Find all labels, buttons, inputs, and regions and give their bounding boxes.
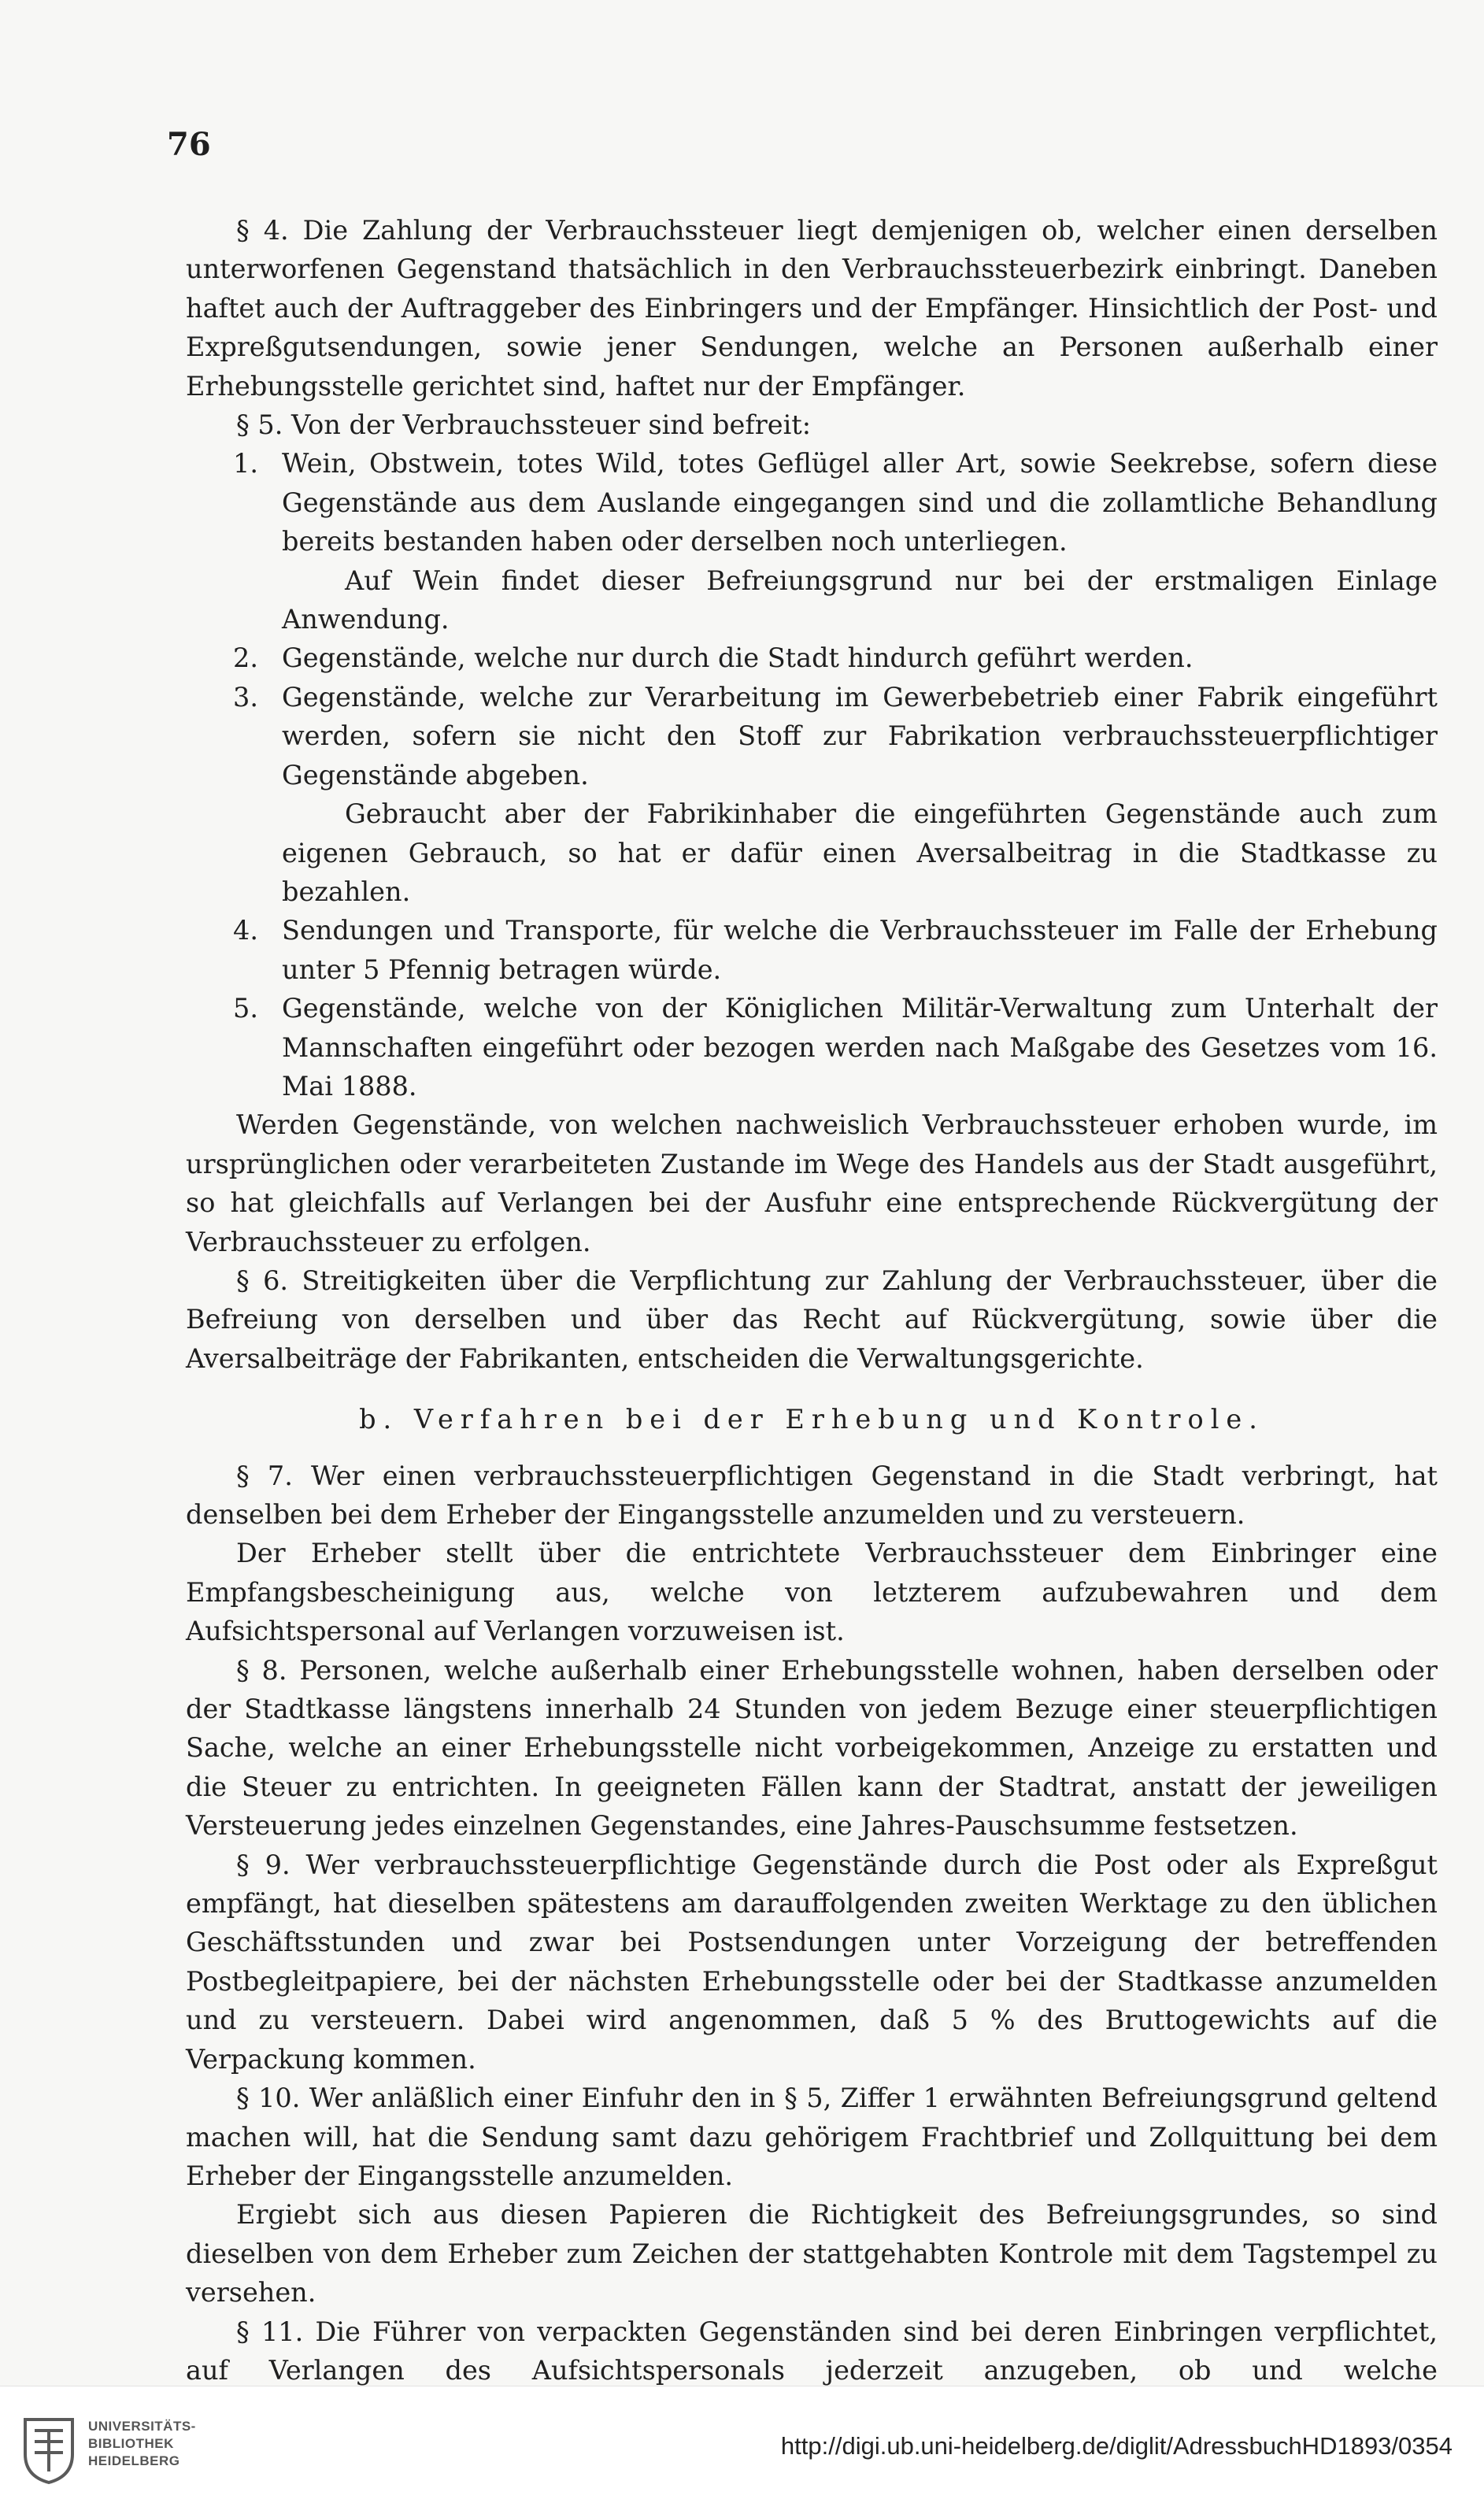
paragraph: § 8. Personen, welche außerhalb einer Erhebungsstelle wohnen, haben derselben oder der Stadtkasse längstens innerhalb 24 Stunden von jedem Bezuge einer steuerpflichtigen Sache, welche an einer Erhebungsstelle nicht vorbeigekommen, Anzeige zu erstatten und die Steuer zu entrichten. In geeigneten Fällen kann der Stadtrat, anstatt der jeweiligen Versteuerung jedes einzelnen Gegenstandes, eine Jahres-Pauschsumme festsetzen. <box>186 1654 1438 1842</box>
footer-bar <box>0 2386 1484 2514</box>
logo-line: UNIVERSITÄTS- <box>88 2419 196 2434</box>
list-item-number: 2. <box>233 642 258 674</box>
paragraph: § 10. Wer anläßlich einer Einfuhr den in § 5, Ziffer 1 erwähnten Befreiungsgrund geltend machen will, hat die Sendung samt dazu gehörigem Frachtbrief und Zollquittung bei dem Erheber der Eingangsstelle anzumelden. <box>186 2083 1438 2191</box>
seal-icon <box>17 2413 80 2486</box>
list-item-text: Gegenstände, welche zur Verarbeitung im Gewerbebetrieb einer Fabrik eingeführt werden, sofern sie nicht den Stoff zur Fabrikation verbrauchssteuerpflichtiger Gegenstände abgeben. <box>282 681 1438 790</box>
paragraph: Werden Gegenstände, von welchen nachweislich Verbrauchssteuer erhoben wurde, im ursprünglichen oder verarbeiteten Zustande im Wege des Handels aus der Stadt ausgeführt, so hat gleichfalls auf Verlangen bei der Ausfuhr eine entsprechende Rückvergütung der Verbrauchssteuer zu erfolgen. <box>186 1109 1438 1257</box>
list-item <box>186 678 1438 794</box>
list-item-text: Gegenstände, welche nur durch die Stadt hindurch geführt werden. <box>282 642 1193 674</box>
list-item <box>186 911 1438 989</box>
list-item-text: Sendungen und Transporte, für welche die Verbrauchssteuer im Falle der Erhebung unter 5 Pfennig betragen würde. <box>282 915 1438 985</box>
paragraph: § 11. Die Führer von verpackten Gegenständen sind bei deren Einbringen verpflichtet, auf Verlangen des Aufsichtspersonals jederzeit anzugeben, ob und welche <box>186 2316 1438 2386</box>
paragraph: Ergiebt sich aus diesen Papieren die Richtigkeit des Befreiungsgrundes, so sind dieselben von dem Erheber zum Zeichen der stattgehabten Kontrole mit dem Tagstempel zu versehen. <box>186 2199 1438 2309</box>
section-heading: b. Verfahren bei der Erhebung und Kontrole. <box>359 1404 1264 1435</box>
list-item-number: 1. <box>233 448 258 479</box>
source-url-link[interactable]: http://digi.ub.uni-heidelberg.de/diglit/AdressbuchHD1893/0354 <box>780 2432 1453 2460</box>
logo-line: HEIDELBERG <box>88 2453 180 2468</box>
list-item-text: Gegenstände, welche von der Königlichen Militär-Verwaltung zum Unterhalt der Mannschaften eingeführt oder bezogen werden nach Maßgabe des Gesetzes vom 16. Mai 1888. <box>282 993 1438 1101</box>
list-item <box>186 989 1438 1105</box>
list-item-number: 3. <box>233 681 258 713</box>
paragraph: Der Erheber stellt über die entrichtete Verbrauchssteuer dem Einbringer eine Empfangsbescheinigung aus, welche von letzterem aufzubewahren und dem Aufsichtspersonal auf Verlangen vorzuweisen ist. <box>186 1538 1438 1647</box>
paragraph: § 4. Die Zahlung der Verbrauchssteuer liegt demjenigen ob, welcher einen derselben unterworfenen Gegenstand thatsächlich in den Verbrauchssteuerbezirk einbringt. Daneben haftet auch der Auftraggeber des Einbringers und der Empfänger. Hinsichtlich der Post- und Expreßgutsendungen, sowie jener Sendungen, welche an Personen außerhalb einer Erhebungsstelle gerichtet sind, haftet nur der Empfänger. <box>186 215 1438 402</box>
list-item-number: 4. <box>233 915 258 946</box>
paragraph: § 5. Von der Verbrauchssteuer sind befreit: <box>236 409 812 441</box>
university-library-logo[interactable] <box>17 2410 198 2489</box>
list-item <box>186 639 1438 677</box>
logo-line: BIBLIOTHEK <box>88 2436 174 2451</box>
paragraph: Auf Wein findet dieser Befreiungsgrund nur bei der erstmaligen Einlage Anwendung. <box>282 565 1438 635</box>
paragraph: § 7. Wer einen verbrauchssteuerpflichtigen Gegenstand in die Stadt verbringt, hat denselben bei dem Erheber der Eingangsstelle anzumelden und zu versteuern. <box>186 1460 1438 1530</box>
paragraph: Gebraucht aber der Fabrikinhaber die eingeführten Gegenstände auch zum eigenen Gebrauch, so hat er dafür einen Aversalbeitrag in die Stadtkasse zu bezahlen. <box>282 798 1438 907</box>
paragraph: § 6. Streitigkeiten über die Verpflichtung zur Zahlung der Verbrauchssteuer, über die Befreiung von derselben und über das Recht auf Rückvergütung, sowie über die Aversalbeiträge der Fabrikanten, entscheiden die Verwaltungsgerichte. <box>186 1264 1438 1374</box>
page-number: 76 <box>167 126 211 163</box>
list-item-text: Wein, Obstwein, totes Wild, totes Geflügel aller Art, sowie Seekrebse, sofern diese Gegenstände aus dem Auslande eingegangen sind und die zollamtliche Behandlung bereits bestanden haben oder derselben noch unterliegen. <box>282 448 1438 557</box>
list-item-number: 5. <box>233 993 258 1024</box>
logo-text <box>88 2418 196 2470</box>
list-item <box>186 444 1438 561</box>
paragraph: § 9. Wer verbrauchssteuerpflichtige Gegenstände durch die Post oder als Expreßgut empfängt, hat dieselben spätestens am darauffolgenden zweiten Werktage zu den üblichen Geschäftsstunden und zwar bei Postsendungen unter Vorzeigung der betreffenden Postbegleitpapiere, bei der nächsten Erhebungsstelle oder bei der Stadtkasse anzumelden und zu versteuern. Dabei wird angenommen, daß 5 % des Bruttogewichts auf die Verpackung kommen. <box>186 1849 1438 2075</box>
page-body-text <box>186 211 1438 2429</box>
